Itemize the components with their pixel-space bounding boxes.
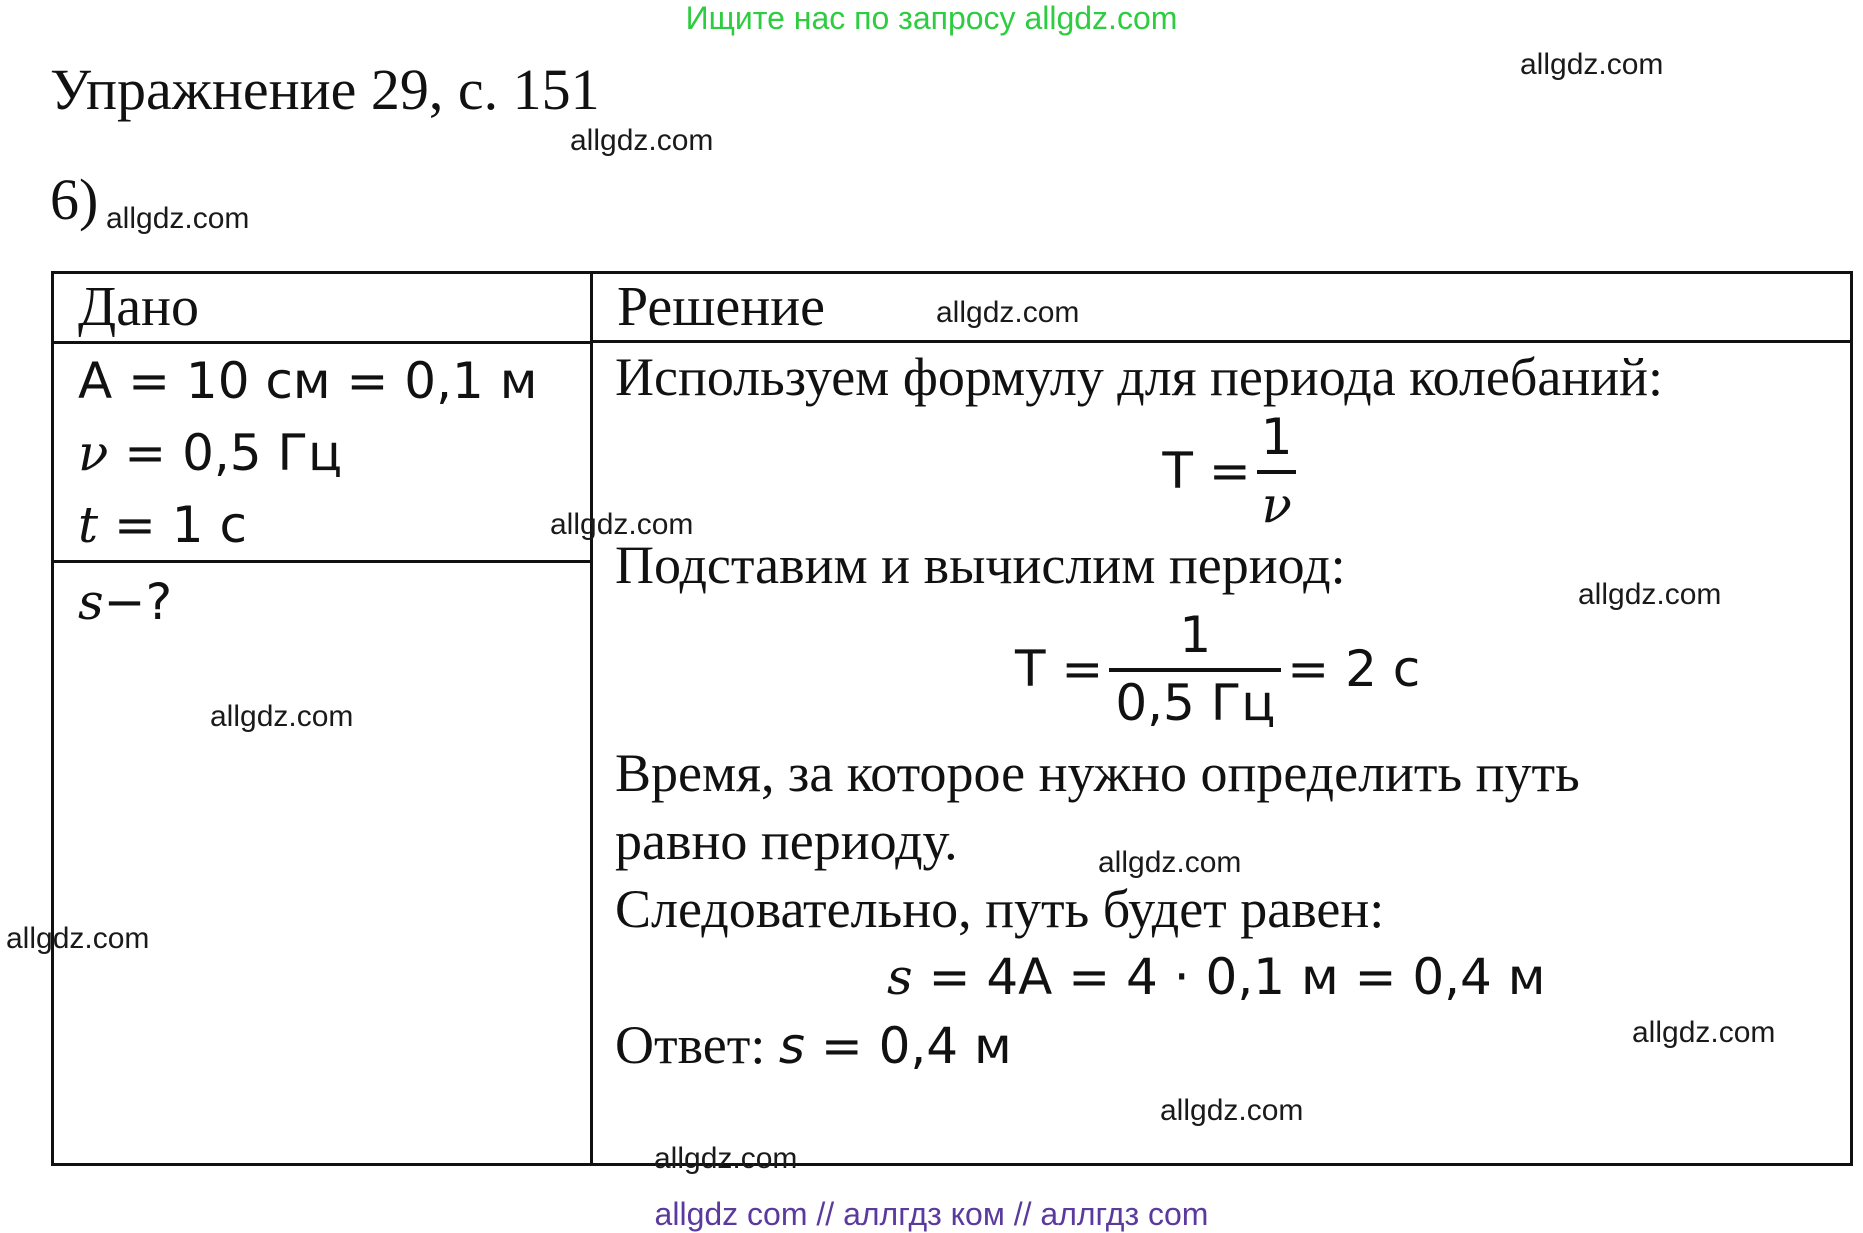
amplitude-symbol: A	[78, 352, 113, 410]
frequency-symbol: ν	[78, 424, 109, 482]
exercise-title: Упражнение 29, с. 151	[50, 57, 600, 122]
exercise-part-label: 6)	[50, 167, 99, 232]
watermark: allgdz.com	[570, 124, 714, 157]
answer-value: = 0,4 м	[804, 1017, 1012, 1075]
period-calc-numerator: 1	[1179, 606, 1212, 664]
period-formula	[615, 408, 1850, 534]
given-values-cell	[53, 343, 592, 562]
given-time	[54, 488, 590, 560]
period-calc-denominator: 0,5 Гц	[1109, 668, 1281, 732]
watermark: allgdz.com	[6, 922, 150, 955]
frequency-value: = 0,5 Гц	[108, 424, 343, 482]
time-symbol: t	[78, 496, 99, 554]
given-frequency	[54, 416, 590, 488]
period-calculation	[615, 599, 1850, 739]
given-header-cell	[53, 273, 592, 343]
find-cell	[53, 562, 592, 1165]
period-formula-fraction	[1257, 408, 1297, 534]
solution-line-substitute: Подставим и вычислим период:	[615, 535, 1346, 595]
watermark: allgdz.com	[1098, 846, 1242, 879]
period-formula-lhs: T =	[1162, 442, 1251, 500]
distance-formula	[615, 943, 1850, 1011]
top-banner: Ищите нас по запросу allgdz.com	[685, 0, 1178, 36]
watermark: allgdz.com	[936, 296, 1080, 329]
distance-formula-rest: = 4A = 4 · 0,1 м = 0,4 м	[912, 948, 1546, 1006]
watermark: allgdz.com	[550, 508, 694, 541]
watermark: allgdz.com	[654, 1142, 798, 1175]
watermark: allgdz.com	[1520, 48, 1664, 81]
period-formula-denominator: ν	[1257, 470, 1295, 534]
answer-label: Ответ:	[615, 1015, 779, 1075]
solution-line-formula-intro: Используем формулу для периода колебаний:	[615, 347, 1664, 407]
watermark: allgdz.com	[1578, 578, 1722, 611]
amplitude-value: = 10 см = 0,1 м	[112, 352, 538, 410]
period-calc-lhs: T =	[1015, 640, 1104, 698]
find-quantity	[54, 563, 590, 637]
period-calc-fraction	[1109, 606, 1281, 732]
given-header: Дано	[78, 276, 200, 338]
watermark: allgdz.com	[1160, 1094, 1304, 1127]
period-formula-numerator: 1	[1260, 408, 1293, 466]
given-amplitude	[54, 344, 590, 416]
find-symbol: s	[78, 573, 104, 631]
bottom-banner: allgdz com // аллгдз ком // аллгдз com	[654, 1196, 1209, 1232]
watermark: allgdz.com	[1632, 1016, 1776, 1049]
find-question: −?	[103, 573, 173, 631]
solution-line-time-a: Время, за которое нужно определить путь	[615, 743, 1580, 803]
solution-header: Решение	[617, 276, 826, 338]
solution-line-time-b: равно периоду.	[615, 811, 958, 871]
solution-line-therefore: Следовательно, путь будет равен:	[615, 879, 1385, 939]
period-calc-result: = 2 с	[1287, 640, 1421, 698]
watermark: allgdz.com	[210, 700, 354, 733]
answer-symbol: s	[778, 1017, 805, 1075]
distance-symbol: s	[887, 948, 913, 1006]
watermark: allgdz.com	[106, 202, 250, 235]
time-value: = 1 с	[98, 496, 247, 554]
